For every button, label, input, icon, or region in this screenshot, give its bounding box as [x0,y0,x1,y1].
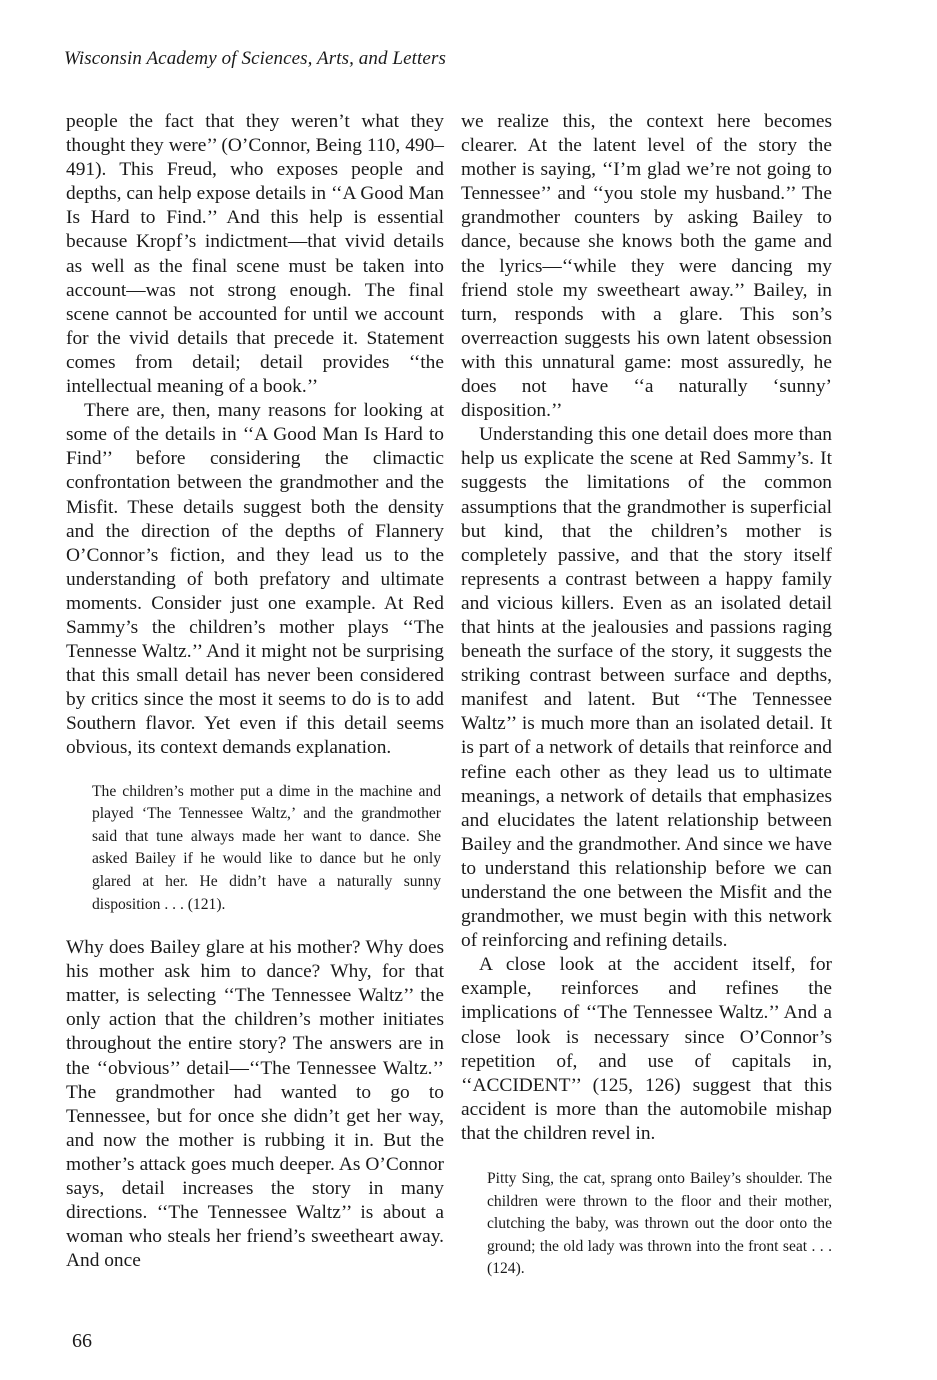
body-paragraph: A close look at the accident itself, for example, reinforces and refines the implications of ‘‘The Tennessee Waltz.’’ And a close look is necessary since O’Connor’s repetition of, and use of capitals in, ‘‘ACCIDENT’’ (125, 126) suggest that this accident is more than the automobile mishap that the children revel in. [461,954,832,1144]
body-paragraph: people the fact that they weren’t what they thought they were’’ (O’Connor, Being 110, 490–491). This Freud, who exposes people and depths, can help expose details in ‘‘A Good Man Is Hard to Find.’’ And this help is essential because Kropf’s indictment—that vivid details as well as the final scene must be taken into account—was not strong enough. The final scene cannot be accounted for until we account for the vivid details that precede it. Statement comes from detail; detail provides ‘‘the intellectual meaning of a book.’’ [66,111,444,398]
page-number: 66 [72,1330,92,1352]
block-quote: Pitty Sing, the cat, sprang onto Bailey’s shoulder. The children were thrown to the floor and their mother, clutching the baby, was thrown out the door onto the ground; the old lady was thrown into the front seat . . . (124). [487,1170,832,1278]
block-quote: The children’s mother put a dime in the machine and played ‘The Tennessee Waltz,’ and the grandmother said that tune always made her want to dance. She asked Bailey if he would like to dance but he only glared at her. He didn’t have a naturally sunny disposition . . . (121). [92,782,441,913]
body-paragraph: we realize this, the context here becomes clearer. At the latent level of the story the mother is saying, ‘‘I’m glad we’re not going to Tennessee’’ and ‘‘you stole my husband.’’ The grandmother counters by asking Bailey to dance, because she knows both the game and the lyrics—‘‘while they were dancing my friend stole my sweetheart away.’’ Bailey, in turn, responds with a glare. This son’s overreaction suggests his own latent obsession with this unnatural game: most assuredly, he does not have ‘‘a naturally ‘sunny’ disposition.’’ [461,111,832,422]
left-column [66,110,444,1273]
right-column [461,110,832,1281]
body-paragraph: Why does Bailey glare at his mother? Why does his mother ask him to dance? Why, for that matter, is selecting ‘‘The Tennessee Waltz’’ the only action that the children’s mother initiates throughout the entire story? The answers are in the ‘‘obvious’’ detail—‘‘The Tennessee Waltz.’’ The grandmother had wanted to go to Tennessee, but for once she didn’t get her way, and now the mother is rubbing it in. But the mother’s attack goes much deeper. As O’Connor says, detail increases the story in many directions. ‘‘The Tennessee Waltz’’ is about a woman who steals her friend’s sweetheart away. And once [66,937,444,1272]
body-paragraph: There are, then, many reasons for looking at some of the details in ‘‘A Good Man Is Hard to Find’’ before considering the climactic confrontation between the grandmother and the Misfit. These details suggest both the density and the direction of the depths of Flannery O’Connor’s fiction, and they lead us to the understanding of both prefatory and ultimate moments. Consider just one example. At Red Sammy’s the children’s mother plays ‘‘The Tennesse Waltz.’’ And it might not be surprising that this small detail has never been considered by critics since the most it seems to do is to add Southern flavor. Yet even if this detail seems obvious, its context demands explanation. [66,400,444,759]
body-paragraph: Understanding this one detail does more than help us explicate the scene at Red Sammy’s. It suggests the limitations of the common assumptions that the grandmother is superficial but kind, that the children’s mother is completely passive, and that the story itself represents a contrast between a happy family and vicious killers. Even as an isolated detail that hints at the jealousies and passions raging beneath the surface of the story, it suggests the striking contrast between surface and depths, manifest and latent. But ‘‘The Tennessee Waltz’’ is much more than an isolated detail. It is part of a network of details that reinforce and refine each other as they lead us to ultimate meanings, a network of details that emphasizes and elucidates the latent relationship between Bailey and the grandmother. And since we have to understand this relationship before we can understand the one between the Misfit and the grandmother, we must begin with this network of reinforcing and refining details. [461,424,832,952]
running-head: Wisconsin Academy of Sciences, Arts, and Letters [64,48,446,69]
